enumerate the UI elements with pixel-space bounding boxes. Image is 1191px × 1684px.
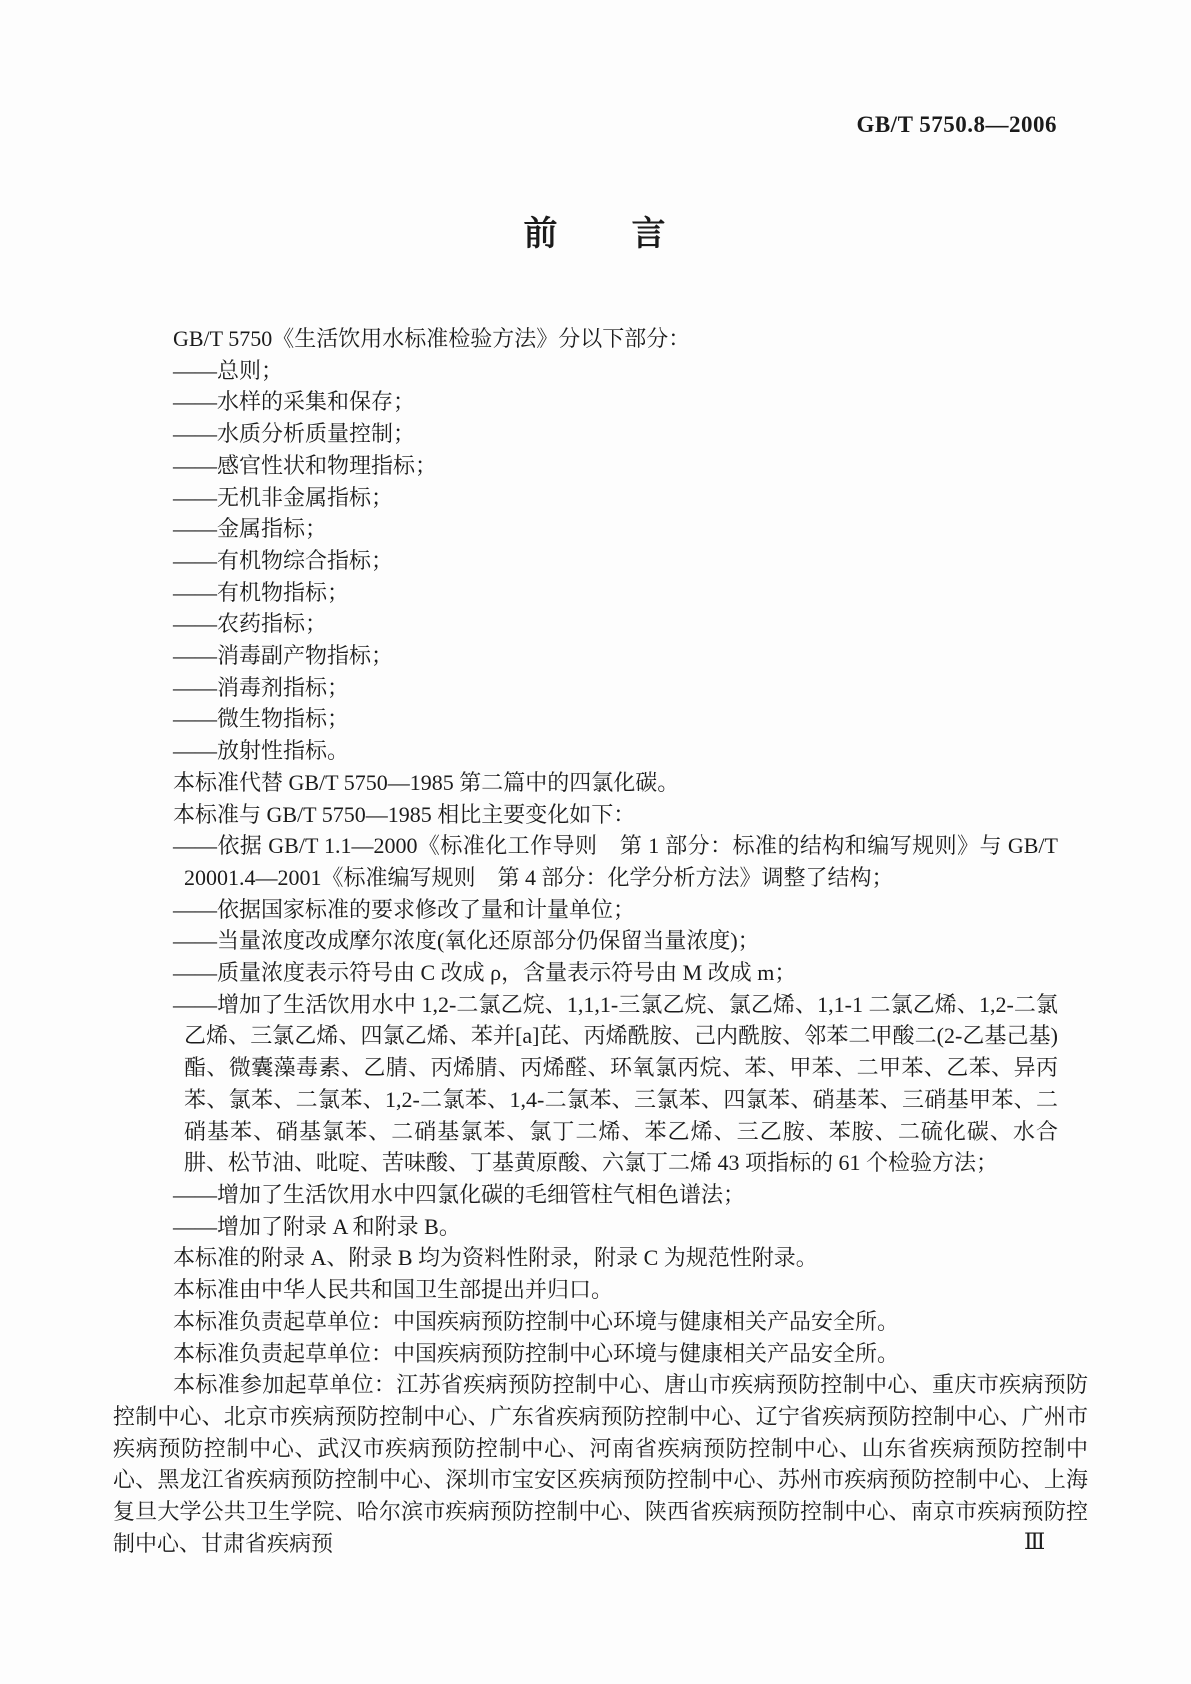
changes-list-item: ——增加了附录 A 和附录 B。 [173,1213,461,1239]
parts-list [113,355,1088,767]
participating-units-paragraph: 本标准参加起草单位：江苏省疾病预防控制中心、唐山市疾病预防控制中心、重庆市疾病预防控制中心、北京市疾病预防控制中心、广东省疾病预防控制中心、辽宁省疾病预防控制中心、广州市疾病预防控制中心、武汉市疾病预防控制中心、河南省疾病预防控制中心、山东省疾病预防控制中心、黑龙江省疾病预防控制中心、深圳市宝安区疾病预防控制中心、苏州市疾病预防控制中心、上海复旦大学公共卫生学院、哈尔滨市疾病预防控制中心、陕西省疾病预防控制中心、南京市疾病预防控制中心、甘肃省疾病预 [113,1372,1088,1556]
changes-list-item: ——当量浓度改成摩尔浓度(氧化还原部分仍保留当量浓度)； [173,928,760,954]
parts-list-item: ——总则； [173,357,284,383]
parts-list-item: ——消毒副产物指标； [173,643,394,669]
page-number: Ⅲ [1024,1529,1046,1554]
parts-list-item: ——有机物综合指标； [173,547,394,573]
replacement-note-paragraph: 本标准代替 GB/T 5750—1985 第二篇中的四氯化碳。 [173,769,680,795]
parts-list-item: ——放射性指标。 [173,738,350,764]
parts-list-item: ——水样的采集和保存； [173,389,416,415]
parts-list-item: ——感官性状和物理指标； [173,452,438,478]
changes-list-item: ——质量浓度表示符号由 C 改成 ρ，含量表示符号由 M 改成 m； [173,960,797,986]
page-title: 前 言 [523,215,668,253]
appendix-note-paragraph: 本标准的附录 A、附录 B 均为资料性附录，附录 C 为规范性附录。 [173,1245,818,1271]
changes-list-item: ——增加了生活饮用水中四氯化碳的毛细管柱气相色谱法； [173,1181,746,1207]
changes-list [113,830,1088,1242]
changes-list-item: ——依据 GB/T 1.1—2000《标准化工作导则 第 1 部分：标准的结构和编写规则》与 GB/T 20001.4—2001《标准编写规则 第 4 部分：化学分析方法》调整了结构； [173,833,1058,890]
parts-list-item: ——有机物指标； [173,579,350,605]
drafting-unit-paragraph: 本标准负责起草单位：中国疾病预防控制中心环境与健康相关产品安全所。 [173,1340,900,1366]
foreword-body [113,323,1088,1559]
parts-list-item: ——水质分析质量控制； [173,421,416,447]
changes-list-item: ——增加了生活饮用水中 1,2-二氯乙烷、1,1,1-三氯乙烷、氯乙烯、1,1-1 二氯乙烯、1,2-二氯乙烯、三氯乙烯、四氯乙烯、苯并[a]芘、丙烯酰胺、己内酰胺、邻苯二甲酸二(2-乙基己基)酯、微囊藻毒素、乙腈、丙烯腈、丙烯醛、环氧氯丙烷、苯、甲苯、二甲苯、乙苯、异丙苯、氯苯、二氯苯、1,2-二氯苯、1,4-二氯苯、三氯苯、四氯苯、硝基苯、三硝基甲苯、二硝基苯、硝基氯苯、二硝基氯苯、氯丁二烯、苯乙烯、三乙胺、苯胺、二硫化碳、水合肼、松节油、吡啶、苦味酸、丁基黄原酸、六氯丁二烯 43 项指标的 61 个检验方法； [173,991,1058,1176]
changes-list-item: ——依据国家标准的要求修改了量和计量单位； [173,896,636,922]
issuer-note-paragraph: 本标准由中华人民共和国卫生部提出并归口。 [173,1277,614,1303]
standard-code: GB/T 5750.8—2006 [856,112,1057,137]
changes-intro-paragraph: 本标准与 GB/T 5750—1985 相比主要变化如下： [173,801,636,827]
parts-list-item: ——微生物指标； [173,706,350,732]
parts-list-item: ——农药指标； [173,611,328,637]
parts-list-item: ——无机非金属指标； [173,484,394,510]
foreword-intro-paragraph: GB/T 5750《生活饮用水标准检验方法》分以下部分： [173,326,691,351]
parts-list-item: ——消毒剂指标； [173,674,350,700]
drafting-unit-paragraph: 本标准负责起草单位：中国疾病预防控制中心环境与健康相关产品安全所。 [173,1308,900,1334]
drafting-unit-notes [113,1306,1088,1369]
parts-list-item: ——金属指标； [173,516,328,542]
